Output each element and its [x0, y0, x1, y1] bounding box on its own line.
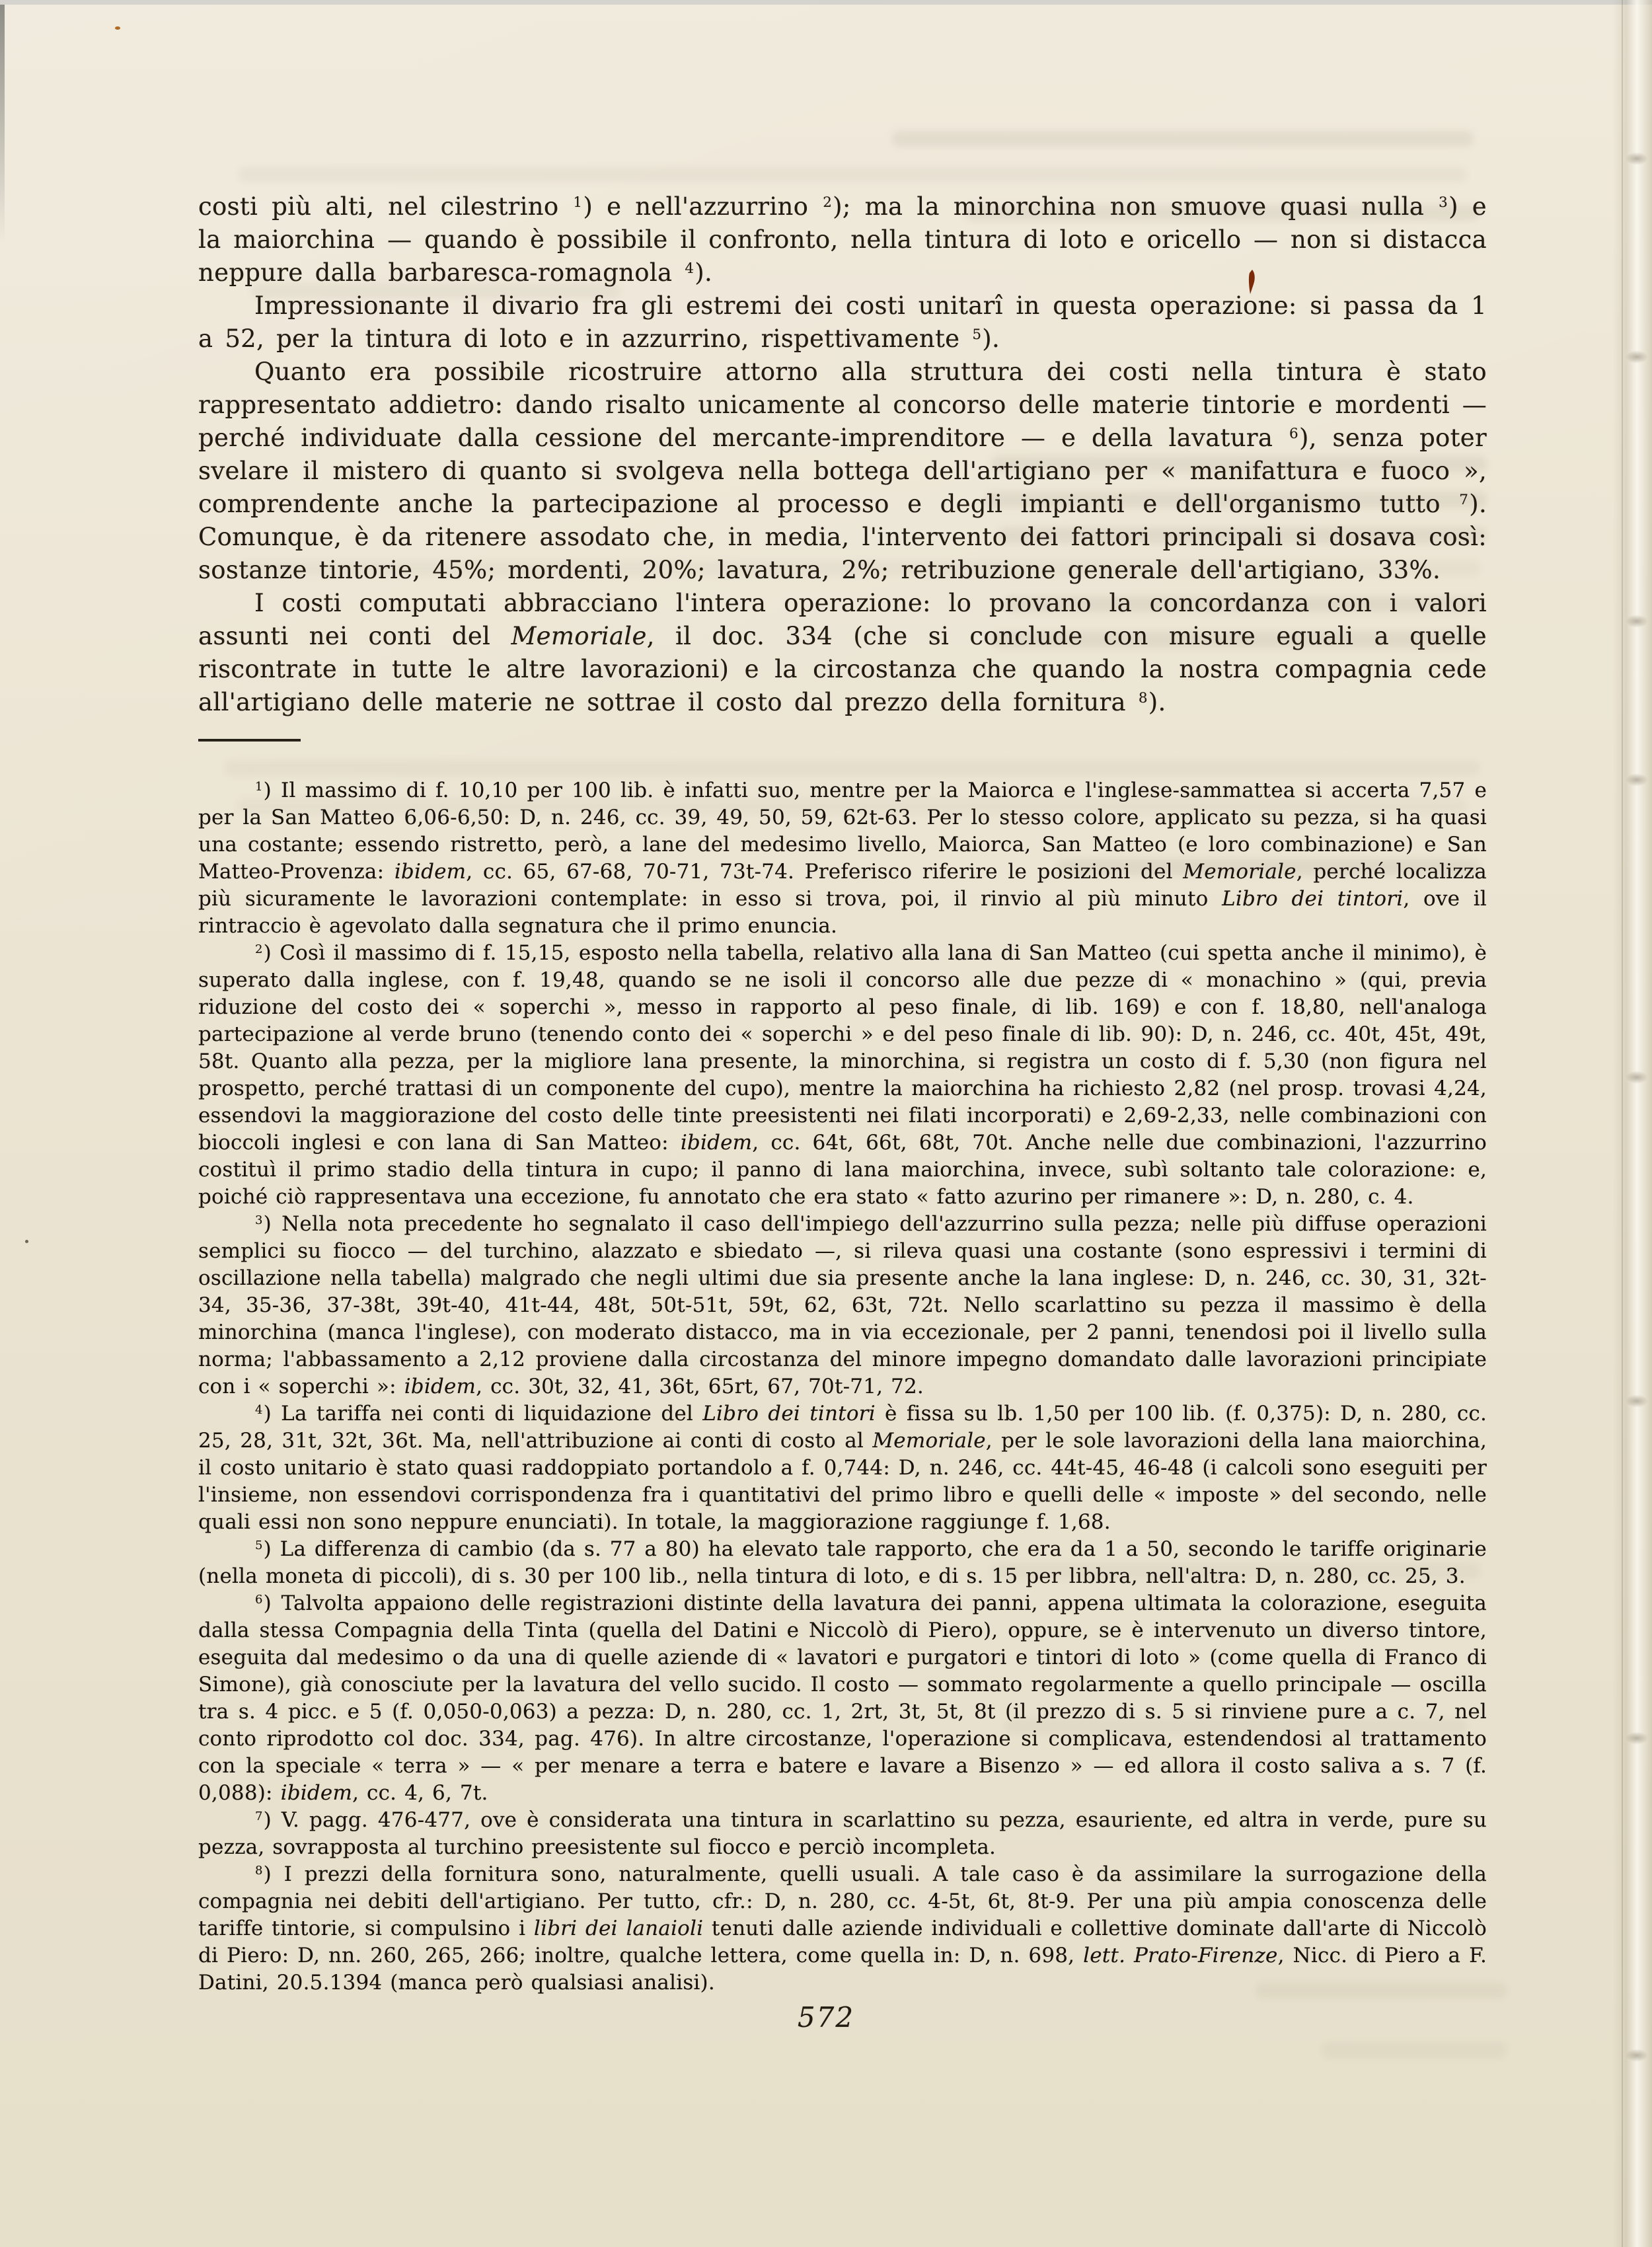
footnote-6: $^6$) Talvolta appaiono delle registrazioni distinte della lavatura dei panni, appena ultimata la colorazione, eseguita dalla stessa Compagnia della Tinta (quella del Datini e Niccolò di Piero), oppure, se è intervenuto un diverso tintore, eseguita dal medesimo o da una di quelle aziende di « lavatori e purgatori e tintori di loto » (come quella di Franco di Simone), già conosciute per la lavatura del vello sucido. Il costo — sommato regolarmente a quello principale — oscilla tra s. 4 picc. e 5 (f. 0,050-0,063) a pezza: D, n. 280, cc. 1, 2rt, 3t, 5t, 8t (il prezzo di s. 5 si rinviene pure a c. 7, nel conto riprodotto col doc. 334, pag. 476). In altre circostanze, l'operazione si complicava, estendendosi al trattamento con la speciale « terra » — « per menare a terra e batere e lavare a Bisenzo » — ed allora il costo saliva a s. 7 (f. 0,088): ibidem, cc. 4, 6, 7t.: [198, 1591, 1487, 1805]
paragraph: Impressionante il divario fra gli estremi dei costi unitarî in questa operazione: si passa da 1 a 52, per la tintura di loto e in azzurrino, rispettivamente $^5$).: [198, 291, 1487, 353]
showthrough-ghost: [238, 167, 1467, 182]
scan-edge-top: [0, 0, 1652, 5]
paragraph: costi più alti, nel cilestrino $^1$) e nell'azzurrino $^2$); ma la minorchina non smuove quasi nulla $^3$) e la maiorchina — quando è possibile il confronto, nella tintura di loto e oricello — non si distacca neppure dalla barbaresca-romagnola $^4$).: [198, 192, 1487, 287]
showthrough-ghost: [1322, 2042, 1507, 2058]
footnote-marker: 5: [255, 1539, 263, 1553]
page-edge-bump: [1626, 615, 1648, 628]
page-edge-bump: [1626, 1071, 1648, 1084]
footnote-8: $^8$) I prezzi della fornitura sono, naturalmente, quelli usuali. A tale caso è da assimilare la surrogazione della compagnia nei debiti dell'artigiano. Per tutto, cfr.: D, n. 280, cc. 4-5t, 6t, 8t-9. Per una più ampia conoscenza delle tariffe tintorie, si compulsino i libri dei lanaioli tenuti dalle aziende individuali e collettive dominate dall'arte di Niccolò di Piero: D, nn. 260, 265, 266; inoltre, qualche lettera, come quella in: D, n. 698, lett. Prato-Firenze, Nicc. di Piero a F. Datini, 20.5.1394 (manca però qualsiasi analisi).: [198, 1862, 1487, 1995]
page-number: 572: [797, 2001, 855, 2034]
footnote-marker: 8: [255, 1864, 263, 1878]
footnote-7: $^7$) V. pagg. 476-477, ove è considerata una tintura in scarlattino su pezza, esauriente, ed altra in verde, pure su pezza, sovrapposta al turchino preesistente sul fiocco e perciò incompleta.: [198, 1808, 1487, 1859]
scan-edge-left: [0, 5, 5, 243]
page-edge-bump: [1626, 350, 1648, 363]
page-edge-bump: [1626, 2049, 1648, 2062]
paragraph: I costi computati abbracciano l'intera operazione: lo provano la concordanza con i valori assunti nei conti del Memoriale, il doc. 334 (che si conclude con misure eguali a quelle riscontrate in tutte le altre lavorazioni) e la circostanza che quando la nostra compagnia cede all'artigiano delle materie ne sottrae il costo dal prezzo della fornitura $^8$).: [198, 589, 1487, 716]
paper-speck: [25, 1240, 28, 1243]
footnote-2: $^2$) Così il massimo di f. 15,15, esposto nella tabella, relativo alla lana di San Matteo (cui spetta anche il minimo), è superato dalla inglese, con f. 19,48, quando se ne isoli il concorso alle due pezze di « monachino » (qui, previa riduzione del costo dei « soperchi », messo in rapporto al peso finale, di lib. 169) e con f. 18,80, nell'analoga partecipazione al verde bruno (tenendo conto dei « soperchi » e del peso finale di lib. 90): D, n. 246, cc. 40t, 45t, 49t, 58t. Quanto alla pezza, per la migliore lana presente, la minorchina, si registra un costo di f. 5,30 (non figura nel prospetto, perché trattasi di un componente del cupo), mentre la maiorchina ha richiesto 2,82 (nel prosp. trovasi 4,24, essendovi la maggiorazione del costo delle tinte preesistenti nei filati incorporati) e 2,69-2,33, nelle combinazioni con bioccoli inglesi e con lana di San Matteo: ibidem, cc. 64t, 66t, 68t, 70t. Anche nelle due combinazioni, l'azzurrino costituì il primo stadio della tintura in cupo; il panno di lana maiorchina, invece, subì soltanto tale colorazione: e, poiché ciò rappresentava una eccezione, fu annotato che era stato « fatto azurino per rimanere »: D, n. 280, c. 4.: [198, 941, 1487, 1209]
footnote-4: $^4$) La tariffa nei conti di liquidazione del Libro dei tintori è fissa su lb. 1,50 per 100 lib. (f. 0,375): D, n. 280, cc. 25, 28, 31t, 32t, 36t. Ma, nell'attribuzione ai conti di costo al Memoriale, per le sole lavorazioni della lana maiorchina, il costo unitario è stato quasi raddoppiato portandolo a f. 0,744: D, n. 246, cc. 44t-45, 46-48 (i calcoli sono eseguiti per l'insieme, non essendovi corrispondenza fra i quantitativi del primo libro e quelli delle « imposte » del secondo, nelle quali essi non sono neppure enunciati). In totale, la maggiorazione raggiunge f. 1,68.: [198, 1402, 1487, 1534]
paper-speck: [115, 26, 120, 30]
page-edge: [1612, 0, 1652, 2247]
main-text: [198, 190, 1487, 719]
footnote-marker: 3: [255, 1213, 263, 1228]
page-edge-bump: [1626, 1394, 1648, 1408]
footnote-marker: 2: [255, 942, 263, 957]
red-ink-mark-shape: [1249, 270, 1255, 294]
paragraph: Quanto era possibile ricostruire attorno alla struttura dei costi nella tintura è stato rappresentato addietro: dando risalto unicamente al concorso delle materie tintorie e mordenti — perché individuate dalla cessione del mercante-imprenditore — e della lavatura $^6$), senza poter svelare il mistero di quanto si svolgeva nella bottega dell'artigiano per « manifattura e fuoco », comprendente anche la partecipazione al processo e degli impianti e dell'organismo tutto $^7$). Comunque, è da ritenere assodato che, in media, l'intervento dei fattori principali si dosava così: sostanze tintorie, 45%; mordenti, 20%; lavatura, 2%; retribuzione generale dell'artigiano, 33%.: [198, 358, 1487, 584]
footnotes: [198, 777, 1487, 1997]
red-ink-mark: [1246, 270, 1257, 295]
footnote-5: $^5$) La differenza di cambio (da s. 77 a 80) ha elevato tale rapporto, che era da 1 a 50, secondo le tariffe originarie (nella moneta di piccoli), di s. 30 per 100 lib., nella tintura di loto, e di s. 15 per libbra, nell'altra: D, n. 280, cc. 25, 3.: [198, 1537, 1487, 1588]
showthrough-ghost: [892, 131, 1474, 147]
showthrough-ghost: [225, 760, 1480, 776]
footnote-marker: 6: [255, 1593, 263, 1607]
page-edge-bump: [1626, 152, 1648, 165]
footnote-marker: 7: [255, 1809, 263, 1824]
footnote-separator: [198, 739, 301, 742]
footnote-marker: 4: [255, 1403, 263, 1418]
footnote-marker: 1: [255, 780, 263, 794]
footnote-1: $^1$) Il massimo di f. 10,10 per 100 lib. è infatti suo, mentre per la Maiorca e l'inglese-sammattea si accerta 7,57 e per la San Matteo 6,06-6,50: D, n. 246, cc. 39, 49, 50, 59, 62t-63. Per lo stesso colore, applicato su pezza, si ha quasi una costante; essendo ristretto, però, a lane del medesimo livello, Maiorca, San Matteo (e loro combinazione) e San Matteo-Provenza: ibidem, cc. 65, 67-68, 70-71, 73t-74. Preferisco riferire le posizioni del Memoriale, perché localizza più sicuramente le lavorazioni contemplate: in esso si trova, poi, il rinvio al più minuto Libro dei tintori, ove il rintraccio è agevolato dalla segnatura che il primo enuncia.: [198, 779, 1487, 938]
page-edge-bump: [1626, 773, 1648, 786]
footnote-3: $^3$) Nella nota precedente ho segnalato il caso dell'impiego dell'azzurrino sulla pezza; nelle più diffuse operazioni semplici su fiocco — del turchino, alazzato e sbiedato —, si rileva quasi una costante (sono espressivi i termini di oscillazione nella tabella) malgrado che negli ultimi due sia presente anche la lana inglese: D, n. 246, cc. 30, 31, 32t-34, 35-36, 37-38t, 39t-40, 41t-44, 48t, 50t-51t, 59t, 62, 63t, 72t. Nello scarlattino su pezza il massimo è della minorchina (manca l'inglese), con moderato distacco, ma in via eccezionale, per 2 panni, tenendosi poi il livello sulla norma; l'abbassamento a 2,12 proviene dalla circostanza del minore impegno domandato dalle lavorazioni principiate con i « soperchi »: ibidem, cc. 30t, 32, 41, 36t, 65rt, 67, 70t-71, 72.: [198, 1212, 1487, 1398]
page-edge-bump: [1626, 1732, 1648, 1745]
page-edge-line: [1622, 0, 1623, 2247]
